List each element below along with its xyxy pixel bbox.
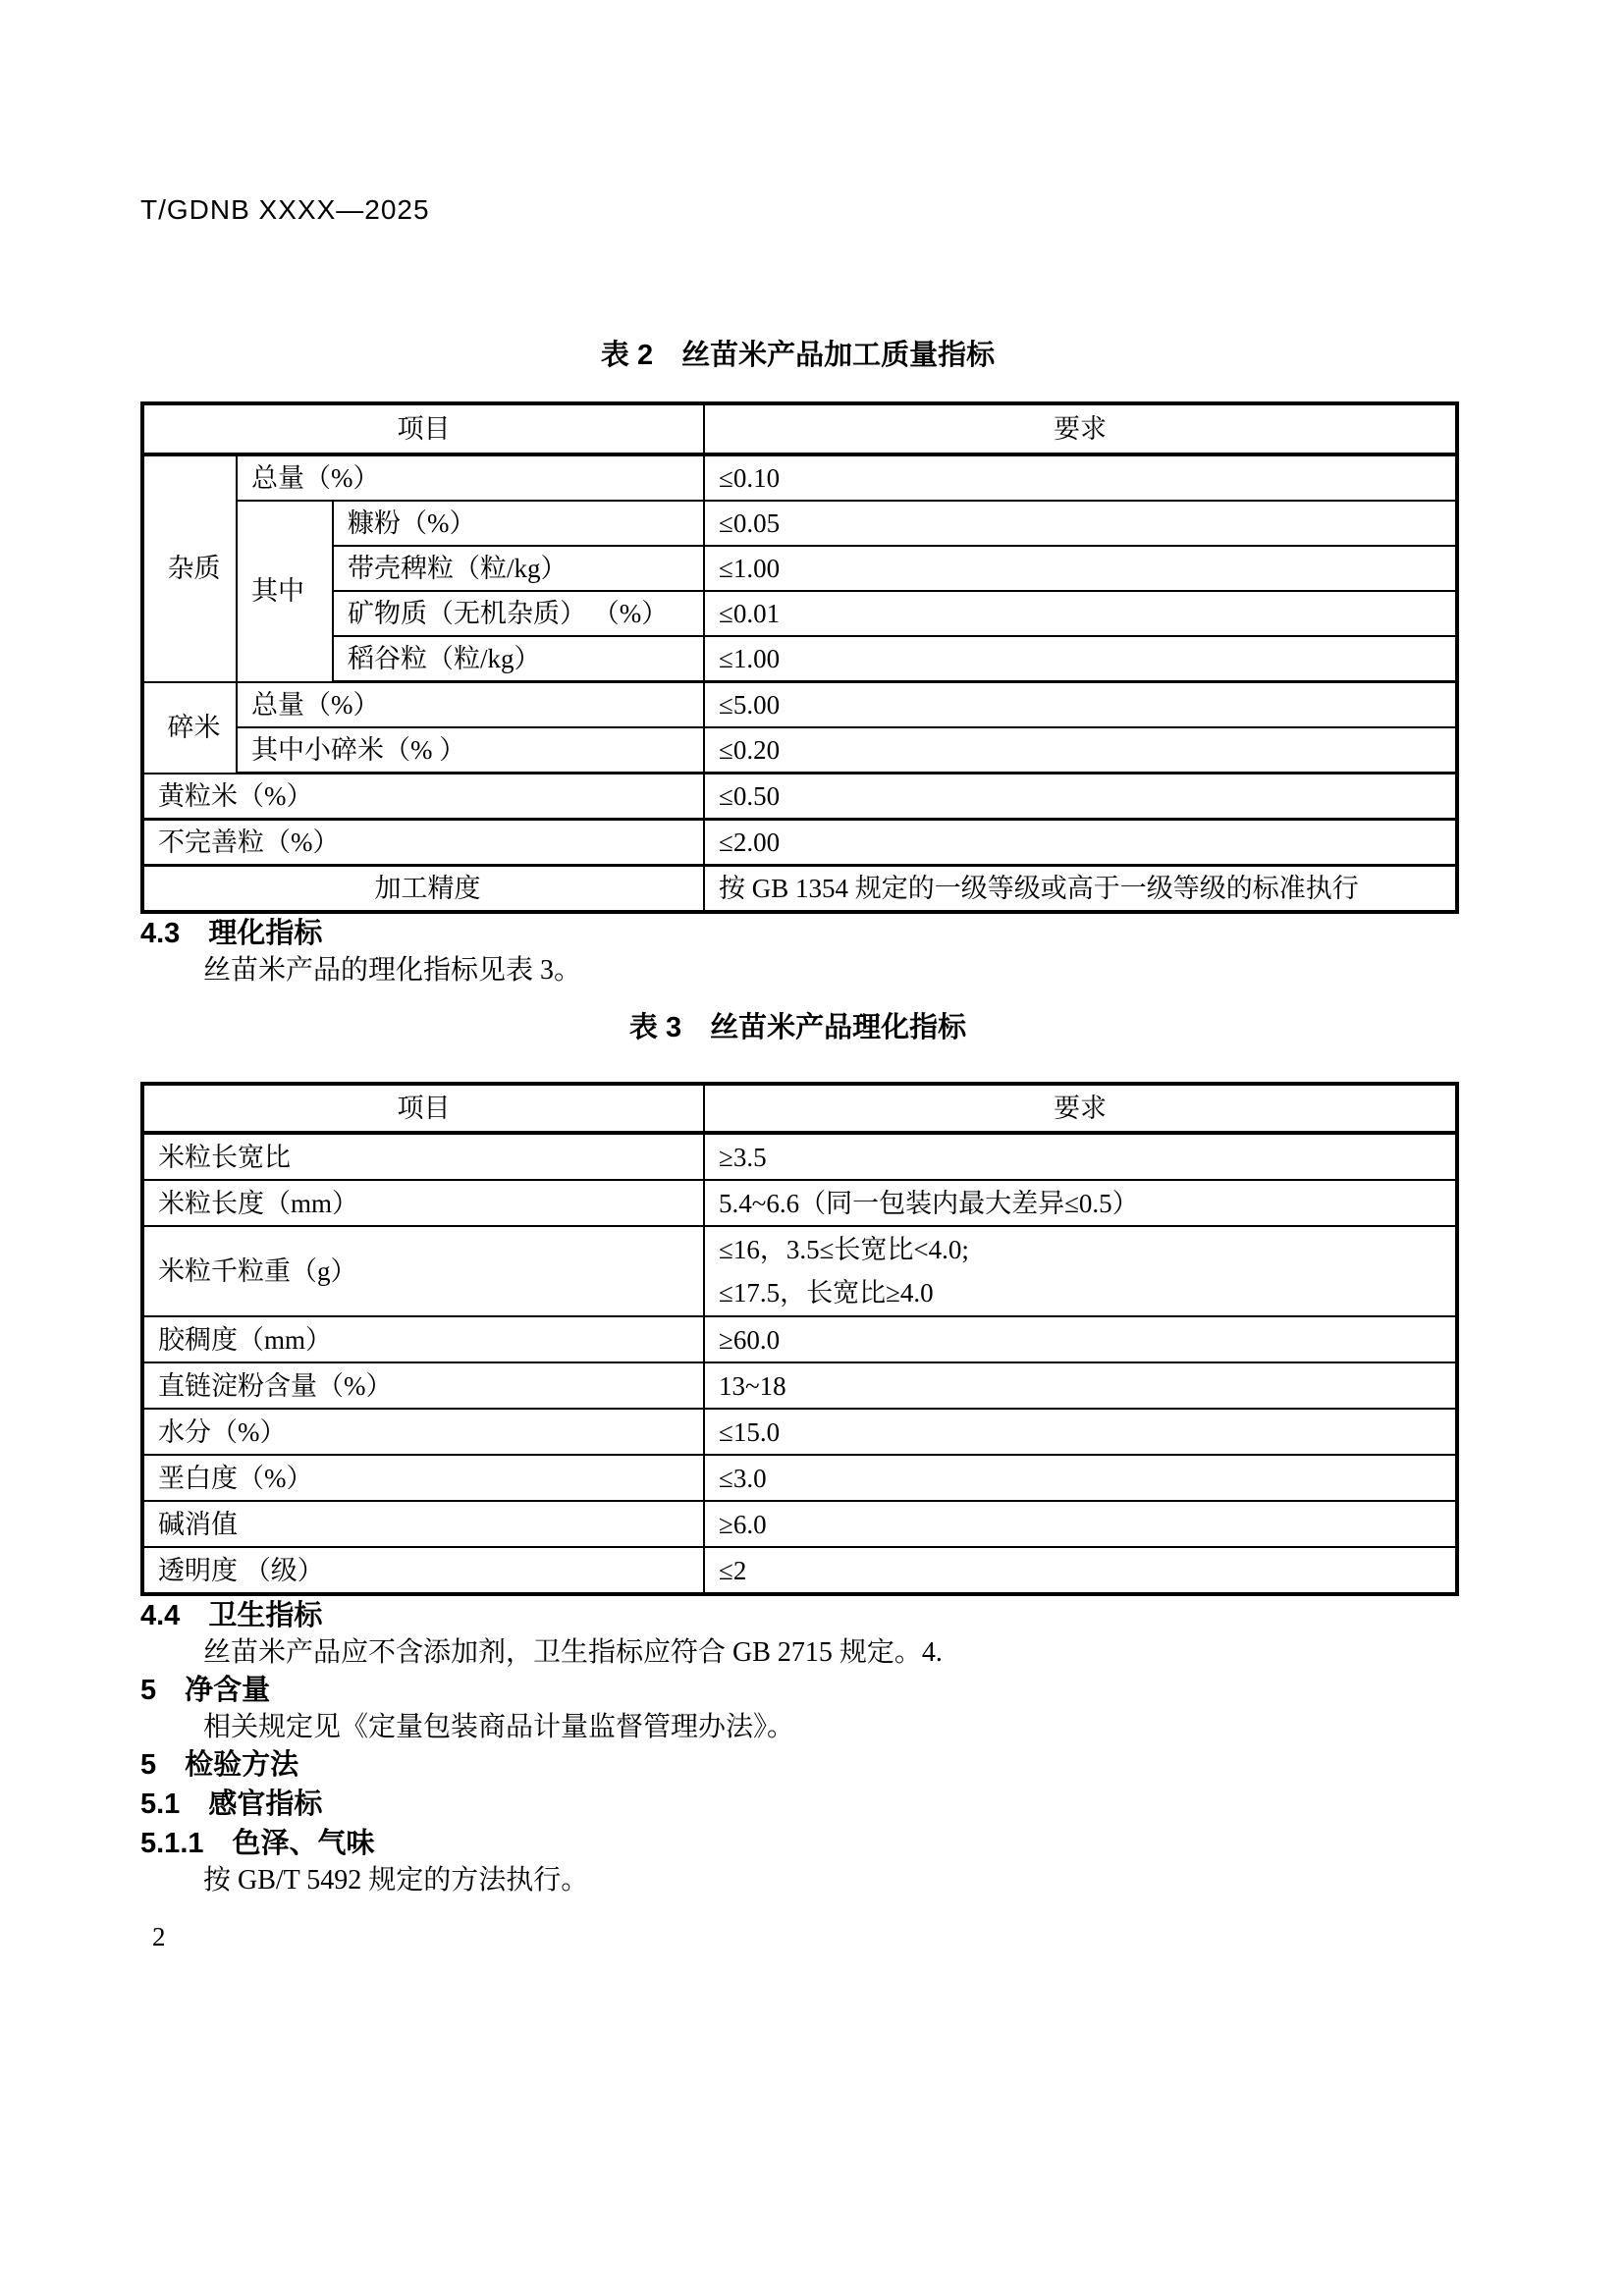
section-4-4-paragraph: 丝苗米产品应不含添加剂，卫生指标应符合 GB 2715 规定。4. [203, 1637, 943, 1668]
section-4-3-paragraph: 丝苗米产品的理化指标见表 3。 [203, 955, 582, 986]
table2-precision-req: 按 GB 1354 规定的一级等级或高于一级等级的标准执行 [704, 866, 1457, 913]
section-5-1-1-paragraph: 按 GB/T 5492 规定的方法执行。 [203, 1865, 589, 1896]
table3-req-line-1: ≤16，3.5≤长宽比<4.0; [719, 1235, 969, 1264]
table3-row-req: ≥3.5 [704, 1133, 1457, 1180]
table2-cat-broken: 碎米 [142, 682, 237, 774]
table-row [142, 1547, 1457, 1594]
table2-impurity-total-req: ≤0.10 [704, 454, 1457, 501]
table2-cat-impurity: 杂质 [142, 454, 237, 682]
table3-row-req: ≥6.0 [704, 1501, 1457, 1547]
table2-small-broken-label: 其中小碎米（% ） [237, 727, 704, 774]
table-row [142, 454, 1457, 501]
section-4-3-heading: 4.3 理化指标 [140, 918, 323, 949]
table3-row-label: 米粒千粒重（g） [142, 1226, 704, 1316]
table3-row-req: ≤3.0 [704, 1455, 1457, 1501]
table3-header-item: 项目 [142, 1084, 704, 1133]
table3-row-req: ≤2 [704, 1547, 1457, 1594]
section-4-4-heading: 4.4 卫生指标 [140, 1600, 323, 1631]
table3-row-label: 垩白度（%） [142, 1455, 704, 1501]
table-row [142, 1501, 1457, 1547]
table-row [142, 727, 1457, 774]
table2-paddy-req: ≤1.00 [704, 636, 1457, 682]
table-row [142, 1133, 1457, 1180]
table2-broken-total-label: 总量（%） [237, 682, 704, 728]
table-row [142, 1226, 1457, 1316]
section-5-1-1-heading: 5.1.1 色泽、气味 [140, 1828, 375, 1859]
table3-row-label: 水分（%） [142, 1409, 704, 1455]
table3-caption: 表 3 丝苗米产品理化指标 [628, 1012, 967, 1043]
table2-husk-req: ≤1.00 [704, 546, 1457, 591]
table-row [142, 1180, 1457, 1226]
section-5-net-heading: 5 净含量 [140, 1675, 271, 1706]
table3-req-line-2: ≤17.5，长宽比≥4.0 [719, 1278, 934, 1308]
table3-row-req [704, 1226, 1457, 1316]
table2-paddy-label: 稻谷粒（粒/kg） [333, 636, 704, 682]
table3-row-label: 胶稠度（mm） [142, 1316, 704, 1362]
document-page [140, 0, 1455, 1953]
table3-row-req: ≤15.0 [704, 1409, 1457, 1455]
table3-header-req: 要求 [704, 1084, 1457, 1133]
table2-imperfect-req: ≤2.00 [704, 820, 1457, 866]
table3-row-label: 透明度 （级） [142, 1547, 704, 1594]
table2-header-item: 项目 [142, 403, 704, 454]
section-5-1-heading: 5.1 感官指标 [140, 1789, 323, 1820]
table-row [142, 1409, 1457, 1455]
table2-yellow-req: ≤0.50 [704, 774, 1457, 820]
table2-yellow-label: 黄粒米（%） [142, 774, 704, 820]
section-5-inspection-heading: 5 检验方法 [140, 1749, 299, 1781]
table2-caption: 表 2 丝苗米产品加工质量指标 [600, 340, 996, 371]
table2-broken-total-req: ≤5.00 [704, 682, 1457, 728]
table2-husk-label: 带壳稗粒（粒/kg） [333, 546, 704, 591]
table3-row-label: 米粒长度（mm） [142, 1180, 704, 1226]
table3-row-label: 米粒长宽比 [142, 1133, 704, 1180]
table-row [142, 820, 1457, 866]
table-row [142, 866, 1457, 913]
table3-row-req: ≥60.0 [704, 1316, 1457, 1362]
table3-physicochemical [140, 1082, 1459, 1596]
table3-row-label: 直链淀粉含量（%） [142, 1362, 704, 1409]
table3-header-row [142, 1084, 1457, 1133]
table2-mineral-req: ≤0.01 [704, 591, 1457, 636]
table2-imperfect-label: 不完善粒（%） [142, 820, 704, 866]
table-row [142, 501, 1457, 546]
table2-small-broken-req: ≤0.20 [704, 727, 1457, 774]
table2-bran-req: ≤0.05 [704, 501, 1457, 546]
page-number: 2 [152, 1922, 166, 1951]
document-code: T/GDNB XXXX—2025 [140, 194, 430, 225]
table2-processing-quality [140, 401, 1459, 914]
table-row [142, 774, 1457, 820]
table-row [142, 1455, 1457, 1501]
table-row [142, 1362, 1457, 1409]
table2-header-req: 要求 [704, 403, 1457, 454]
table3-row-req: 13~18 [704, 1362, 1457, 1409]
table-row [142, 546, 1457, 591]
section-5-net-paragraph: 相关规定见《定量包装商品计量监督管理办法》。 [203, 1712, 795, 1742]
table2-mineral-label: 矿物质（无机杂质） （%） [333, 591, 704, 636]
table2-precision-label: 加工精度 [142, 866, 704, 913]
table2-impurity-total-label: 总量（%） [237, 454, 704, 501]
table2-among-label: 其中 [237, 501, 333, 682]
table-row [142, 1316, 1457, 1362]
table2-bran-label: 糠粉（%） [333, 501, 704, 546]
table3-row-req: 5.4~6.6（同一包装内最大差异≤0.5） [704, 1180, 1457, 1226]
table2-header-row [142, 403, 1457, 454]
table3-row-label: 碱消值 [142, 1501, 704, 1547]
table-row [142, 591, 1457, 636]
table-row [142, 636, 1457, 682]
table-row [142, 682, 1457, 728]
